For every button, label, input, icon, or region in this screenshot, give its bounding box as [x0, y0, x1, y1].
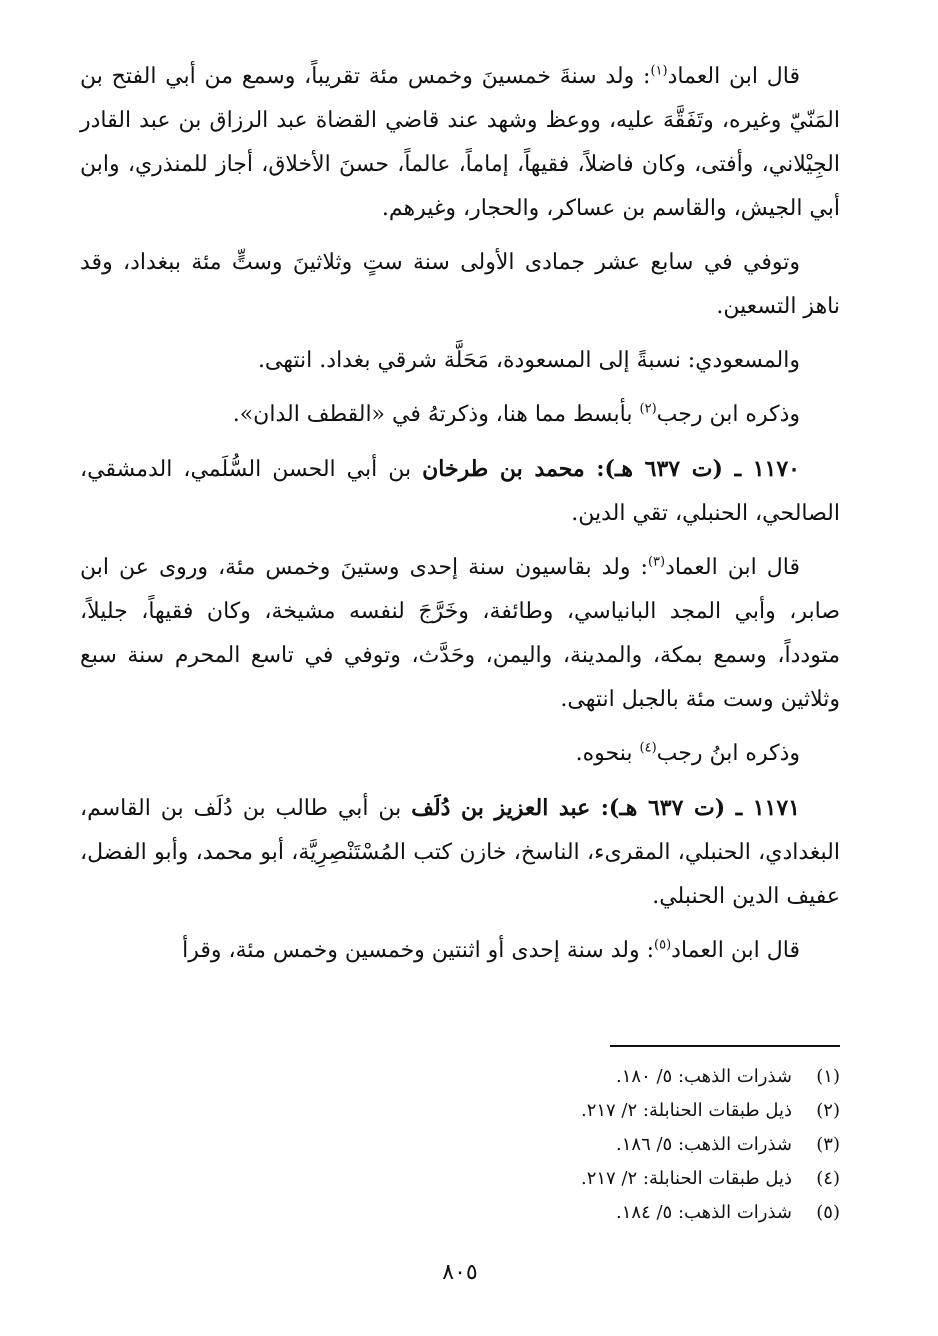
paragraph-ibn-al-imad-1: [80, 55, 840, 231]
footnote-item: [340, 1094, 840, 1128]
footnote-text: شذرات الذهب: ٥/ ١٨٠.: [616, 1066, 792, 1087]
footnote-marker: (١): [650, 63, 668, 79]
footnote-marker: (٢): [639, 401, 657, 417]
paragraph-text: وذكره ابن رجب: [656, 402, 800, 427]
footnote-number: (٣): [816, 1134, 840, 1155]
book-page: [80, 55, 840, 1315]
paragraph-ibn-al-imad-5: [80, 929, 840, 973]
footnote-marker: (٥): [654, 937, 672, 953]
footnote-text: شذرات الذهب: ٥/ ١٨٤.: [616, 1202, 792, 1223]
paragraph-ibn-rajab-4: [80, 732, 840, 776]
paragraph-text: بأبسط مما هنا، وذكرتهُ في «القطف الدان».: [232, 402, 640, 427]
footnote-item: [340, 1196, 840, 1230]
entry-text: بن أبي الحسن السُّلَمي، الدمشقي، الصالحي، الحنبلي، تقي الدين.: [80, 457, 840, 526]
entry-1171-heading: [80, 786, 840, 919]
entry-1170-heading: [80, 447, 840, 536]
footnote-text: شذرات الذهب: ٥/ ١٨٦.: [616, 1134, 792, 1155]
footnote-marker: (٣): [647, 554, 666, 570]
footnote-number: (٥): [816, 1202, 840, 1223]
footnote-marker: (٤): [639, 740, 657, 756]
footnotes-list: [340, 1060, 840, 1230]
paragraph-text: قال ابن العماد: [667, 64, 800, 89]
paragraph-text: والمسعودي: نسبةً إلى المسعودة، مَحَلَّة شرقي بغداد. انتهى.: [257, 348, 800, 373]
paragraph-text: قال ابن العماد: [665, 555, 800, 580]
paragraph-text: : ولد سنة إحدى أو اثنتين وخمسين وخمس مئة، وقرأ: [182, 938, 655, 963]
entry-title: ١١٧١ ـ (ت ٦٣٧ هـ): عبد العزيز بن دُلَف: [411, 795, 800, 821]
paragraph-text: : ولد بقاسيون سنة إحدى وستينَ وخمس مئة، وروى عن ابن صابر، وأبي المجد البانياسي، وطائفة، وخَرَّجَ لنفسه مشيخة، وكان فقيهاً، جليلاً، متودداً، وسمع بمكة، والمدينة، واليمن، وحَدَّث، وتوفي في تاسع المحرم سنة سبع وثلاثين وست مئة بالجبل انتهى.: [80, 555, 840, 712]
paragraph-ibn-al-imad-3: [80, 546, 840, 722]
paragraph-text: وتوفي في سابع عشر جمادى الأولى سنة ستٍ وثلاثينَ وستٍّ مئة ببغداد، وقد ناهز التسعين.: [80, 250, 840, 319]
footnote-number: (٢): [816, 1100, 840, 1121]
footnote-item: [340, 1162, 840, 1196]
paragraph-text: : ولد سنةَ خمسينَ وخمس مئة تقريباً، وسمع من أبي الفتح بن المَنّيّ وغيره، وتَفَقَّهَ عليه، ووعظ وشهد عند قاضي القضاة عبد الرزاق بن عبد القادر الجِيْلاني، وأفتى، وكان فاضلاً، فقيهاً، إماماً، عالماً، حسنَ الأخلاق، أجاز للمنذري، وابن أبي الجيش، والقاسم بن عساكر، والحجار، وغيرهم.: [80, 64, 840, 221]
footnote-number: (١): [816, 1066, 840, 1087]
footnote-text: ذيل طبقات الحنابلة: ٢/ ٢١٧.: [580, 1100, 792, 1121]
footnote-text: ذيل طبقات الحنابلة: ٢/ ٢١٧.: [580, 1168, 792, 1189]
entry-text: بن أبي طالب بن دُلَف بن القاسم، البغدادي، الحنبلي، المقرىء، الناسخ، خازن كتب المُسْتَنْصِرِيَّة، أبو محمد، وأبو الفضل، عفيف الدين الحنبلي.: [80, 796, 840, 909]
paragraph-death-date: [80, 241, 840, 329]
entry-title: ١١٧٠ ـ (ت ٦٣٧ هـ): محمد بن طرخان: [422, 456, 800, 482]
paragraph-text: وذكره ابنُ رجب: [656, 741, 800, 766]
page-number: ٨٠٥: [442, 1260, 478, 1285]
footnote-number: (٤): [816, 1168, 840, 1189]
paragraph-text: بنحوه.: [575, 741, 640, 766]
footnote-item: [340, 1060, 840, 1094]
footnote-item: [340, 1128, 840, 1162]
paragraph-text: قال ابن العماد: [671, 938, 800, 963]
paragraph-masudi-note: [80, 339, 840, 383]
footnote-divider: [610, 1045, 840, 1047]
paragraph-ibn-rajab-1: [80, 393, 840, 437]
